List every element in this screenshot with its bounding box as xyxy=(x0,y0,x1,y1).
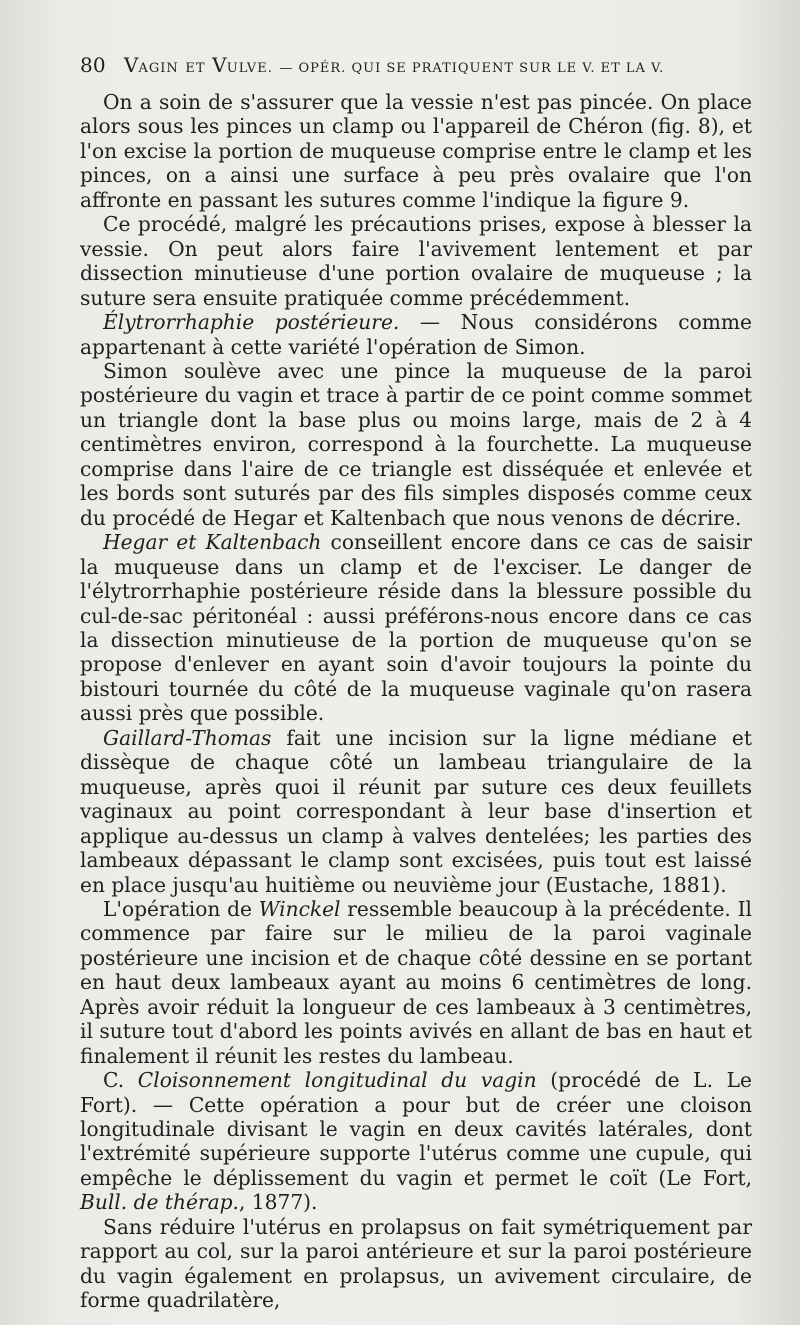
paragraph xyxy=(80,90,752,212)
paragraph-text: (procédé de L. Le Fort). — Cette opération a pour but de créer une cloison longitudinale divisant le vagin en deux cavités latérales, dont l'extrémité supérieure supporte l'utérus comme une cupule, qui empêche le déplissement du vagin et permet le coït (Le Fort, xyxy=(80,1068,752,1190)
paragraph-text: ressemble beaucoup à la précédente. Il commence par faire sur le milieu de la paroi vaginale postérieure une incision et de chaque côté dessine en se portant en haut deux lambeaux ayant au moins 6 centimètres de long. Après avoir réduit la longueur de ces lambeaux à 3 centimètres, il suture tout d'abord les points avivés en allant de bas en haut et finalement il réunit les restes du lambeau. xyxy=(80,896,752,1068)
section-heading: Élytrorrhaphie postérieure. xyxy=(103,310,400,335)
paragraph-text: — Nous considérons comme appartenant à cette variété l'opération de Simon. xyxy=(80,310,752,359)
paragraph xyxy=(80,1068,752,1215)
section-heading: Cloisonnement longitudinal du vagin xyxy=(137,1068,537,1093)
header-title-v: V xyxy=(123,53,139,77)
paragraph xyxy=(80,530,752,726)
paragraph xyxy=(80,1215,752,1313)
author-name: Hegar et Kaltenbach xyxy=(103,530,322,555)
page-number: 80 xyxy=(80,53,106,77)
paragraph xyxy=(80,897,752,1068)
paragraph xyxy=(80,726,752,897)
paragraph-text: Sans réduire l'utérus en prolapsus on fait symétriquement par rapport au col, sur la paroi antérieure et sur la paroi postérieure du vagin également en prolapsus, un avivement circulaire, de forme quadrilatère, xyxy=(80,1214,752,1313)
header-title-ulve: ULVE. xyxy=(226,61,273,76)
paragraph xyxy=(80,359,752,530)
header-subtitle: — OPÉR. QUI SE PRATIQUENT SUR LE V. ET LA V. xyxy=(279,61,665,76)
author-name: Gaillard-Thomas xyxy=(103,725,272,750)
paragraph-lead: C. xyxy=(103,1068,138,1093)
running-header xyxy=(80,48,752,82)
paragraph xyxy=(80,212,752,310)
header-title-et: ET xyxy=(185,61,206,76)
author-name: Winckel xyxy=(258,896,341,921)
body-text xyxy=(80,90,752,1313)
paragraph-tail: , 1877). xyxy=(238,1190,318,1215)
paragraph-lead: L'opération de xyxy=(103,896,259,921)
paragraph xyxy=(80,310,752,359)
header-title-v2: V xyxy=(212,53,227,77)
paragraph-text: fait une incision sur la ligne médiane et dissèque de chaque côté un lambeau triangulaire de la muqueuse, après quoi il réunit par suture ces deux feuillets vaginaux au point correspondant à leur base d'insertion et applique au-dessus un clamp à valves dentelées; les parties des lambeaux dépassant le clamp sont excisées, puis tout est laissé en place jusqu'au huitième ou neuvième jour (Eustache, 1881). xyxy=(80,725,752,897)
paragraph-text: Simon soulève avec une pince la muqueuse de la paroi postérieure du vagin et trace à partir de ce point comme sommet un triangle dont la base plus ou moins large, mais de 2 à 4 centimètres environ, correspond à la fourchette. La muqueuse comprise dans l'aire de ce triangle est disséquée et enlevée et les bords sont suturés par des fils simples disposés comme ceux du procédé de Hegar et Kaltenbach que nous venons de décrire. xyxy=(80,358,752,530)
header-title-agin: AGIN xyxy=(138,61,179,76)
paragraph-text: conseillent encore dans ce cas de saisir la muqueuse dans un clamp et de l'exciser. Le danger de l'élytrorrhaphie postérieure réside dans la blessure possible du cul-de-sac péritonéal : aussi préférons-nous encore dans ce cas la dissection minutieuse de la portion de muqueuse qu'on se propose d'enlever en ayant soin d'avoir toujours la pointe du bistouri tournée du côté de la muqueuse vaginale qu'on rasera aussi près que possible. xyxy=(80,530,752,726)
citation-title: Bull. de thérap. xyxy=(80,1190,239,1215)
paragraph-text: Ce procédé, malgré les précautions prises, expose à blesser la vessie. On peut alors faire l'avivement lentement et par dissection minutieuse d'une portion ovalaire de muqueuse ; la suture sera ensuite pratiquée comme précédemment. xyxy=(80,212,752,310)
paragraph-text: On a soin de s'assurer que la vessie n'est pas pincée. On place alors sous les pinces un clamp ou l'appareil de Chéron (fig. 8), et l'on excise la portion de muqueuse comprise entre le clamp et les pinces, on a ainsi une surface à peu près ovalaire que l'on affronte en passant les sutures comme l'indique la figure 9. xyxy=(80,90,752,212)
